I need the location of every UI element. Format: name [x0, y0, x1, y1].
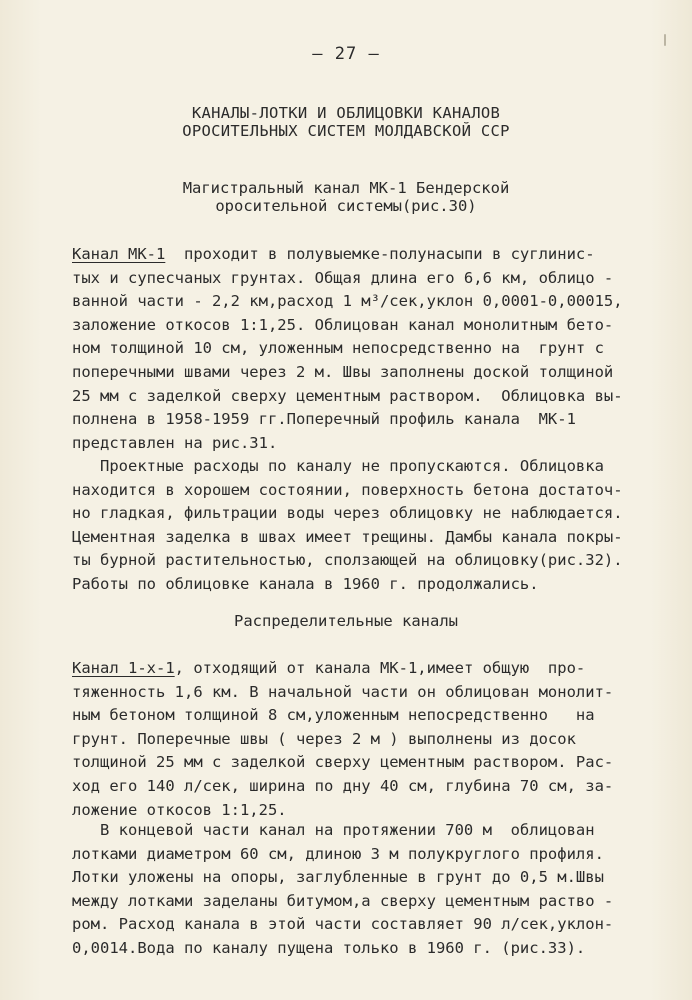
text-line: В концевой части канал на протяжении 700 м облицован: [72, 821, 595, 839]
paragraph-mk1: [72, 243, 652, 455]
text-line: заложение откосов 1:1,25. Облицован канал монолитным бето-: [72, 315, 614, 334]
text-line: ход его 140 л/сек, ширина по дну 40 см, глубина 70 см, за-: [72, 776, 614, 795]
text-line: тых и супесчаных грунтах. Общая длина его 6,6 км, облицо -: [72, 268, 614, 287]
text-line: лотками диаметром 60 см, длиною 3 м полукруглого профиля.: [72, 844, 604, 863]
text-line: Работы по облицовке канала в 1960 г. продолжались.: [72, 574, 539, 593]
text-line: 0,0014.Вода по каналу пущена только в 1960 г. (рис.33).: [72, 938, 586, 957]
text-line: ты бурной растительностью, сползающей на облицовку(рис.32).: [72, 551, 623, 570]
text-line: ном толщиной 10 см, уложенным непосредственно на грунт с: [72, 339, 604, 358]
text-line: представлен на рис.31.: [72, 433, 278, 452]
page-number: — 27 —: [312, 44, 380, 64]
text-fragment: проходит в полувыемке-полунасыпи в суглинис-: [165, 245, 595, 263]
title-line-1: КАНАЛЫ-ЛОТКИ И ОБЛИЦОВКИ КАНАЛОВ: [191, 104, 501, 122]
text-line: тяженность 1,6 км. В начальной части он облицован монолит-: [72, 682, 614, 701]
text-line: толщиной 25 мм с заделкой сверху цементным раствором. Рас-: [72, 753, 614, 772]
text-line: Лотки уложены на опоры, заглубленные в грунт до 0,5 м.Швы: [72, 868, 604, 887]
text-line: ром. Расход канала в этой части составляет 90 л/сек,уклон-: [72, 915, 614, 934]
paragraph-1x1: [72, 657, 652, 822]
subtitle-line-1: Магистральный канал МК-1 Бендерской: [182, 179, 510, 197]
canal-name: Канал МК-1: [72, 245, 166, 263]
document-title: [0, 104, 692, 140]
subtitle-line-2: оросительной системы(рис.30): [215, 197, 477, 215]
text-line: Проектные расходы по каналу не пропускаются. Облицовка: [72, 457, 604, 475]
text-line: Цементная заделка в швах имеет трещины. Дамбы канала покры-: [72, 527, 623, 546]
text-line: грунт. Поперечные швы ( через 2 м ) выполнены из досок: [72, 729, 576, 748]
text-line: ным бетоном толщиной 8 см,уложенным непосредственно на: [72, 706, 595, 725]
text-line: поперечными швами через 2 м. Швы заполнены доской толщиной: [72, 362, 614, 381]
text-line: полнена в 1958-1959 гг.Поперечный профиль канала МК-1: [72, 410, 576, 429]
section-heading: Распределительные каналы: [234, 612, 458, 630]
title-line-2: ОРОСИТЕЛЬНЫХ СИСТЕМ МОЛДАВСКОЙ ССР: [182, 122, 510, 140]
text-line: ложение откосов 1:1,25.: [72, 800, 287, 819]
paragraph-condition: [72, 455, 652, 597]
paragraph-end-section: [72, 819, 652, 961]
section-subtitle: [0, 179, 692, 215]
text-line: между лотками заделаны битумом,а сверху цементным раство -: [72, 891, 614, 910]
text-line: но гладкая, фильтрации воды через облицовку не наблюдается.: [72, 504, 623, 523]
text-fragment: , отходящий от канала МК-1,имеет общую про-: [174, 659, 586, 677]
canal-name: Канал 1-х-1: [72, 659, 175, 677]
text-line: 25 мм с заделкой сверху цементным раствором. Облицовка вы-: [72, 386, 623, 405]
text-line: находится в хорошем состоянии, поверхность бетона достаточ-: [72, 480, 623, 499]
text-line: [72, 243, 652, 267]
text-line: [72, 657, 652, 681]
text-line: ванной части - 2,2 км,расход 1 м³/сек,уклон 0,0001-0,00015,: [72, 292, 623, 311]
